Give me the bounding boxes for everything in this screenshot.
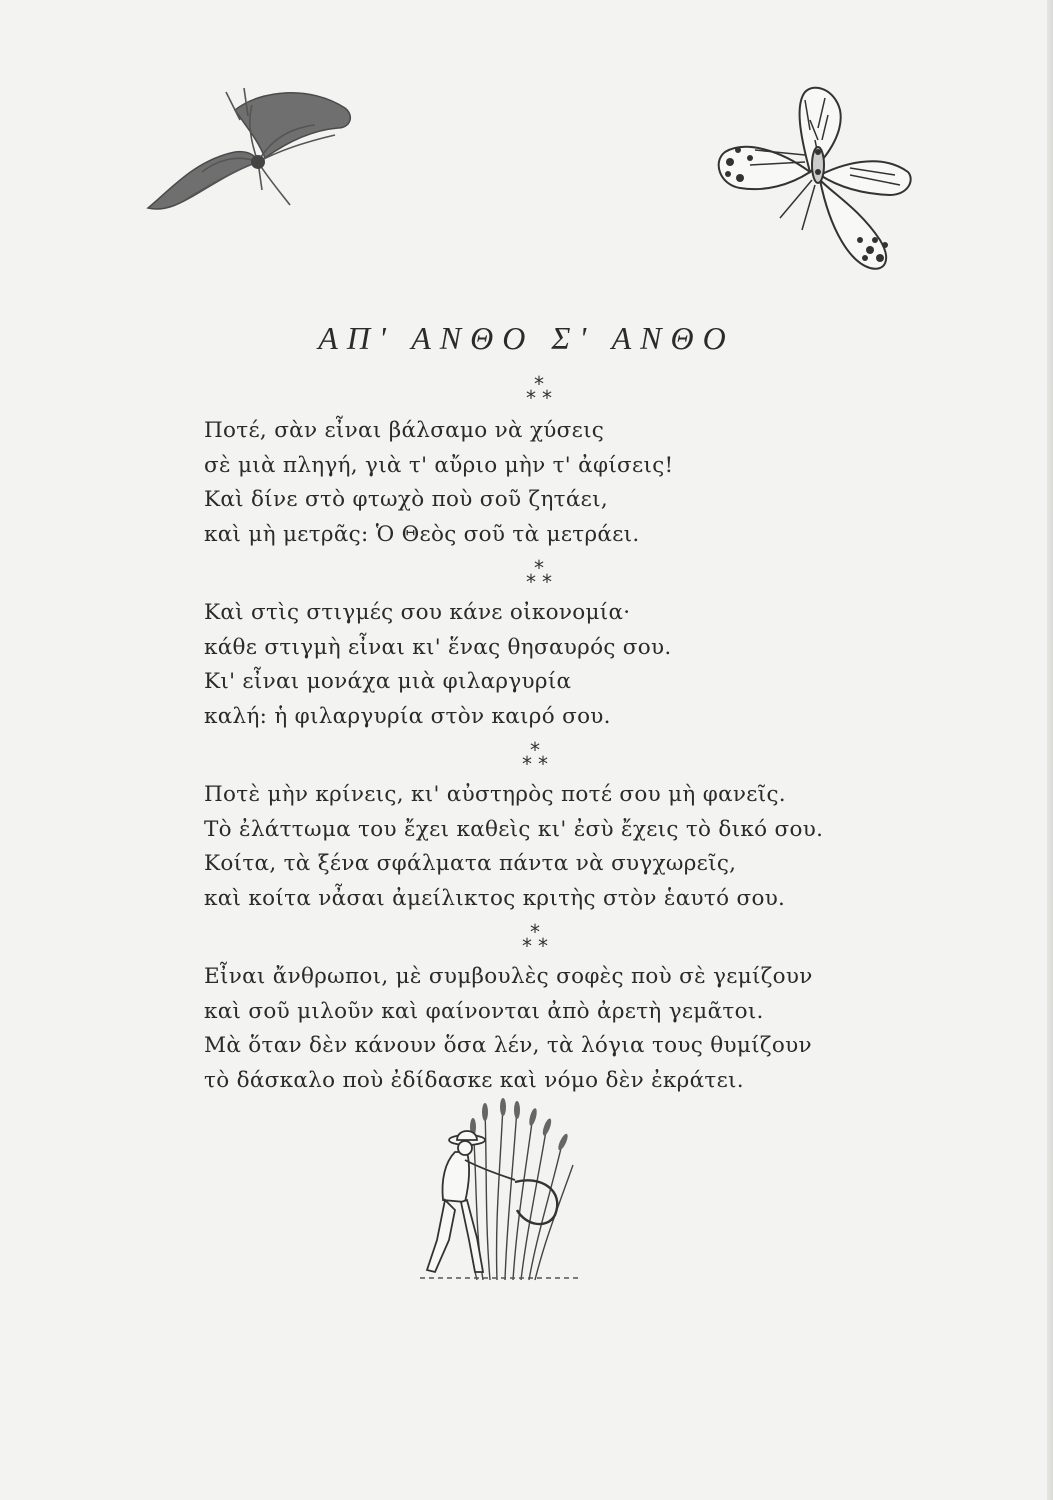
verse-line: Κοίτα, τὰ ξένα σφάλματα πάντα νὰ συγχωρεῖς, — [204, 851, 737, 876]
stanza-separator — [526, 370, 864, 414]
verse-line: Ποτέ, σὰν εἶναι βάλσαμο νὰ χύσεις — [204, 418, 605, 443]
verse-line: Κι' εἶναι μονάχα μιὰ φιλαργυρία — [204, 669, 572, 694]
separator-star: * — [534, 556, 544, 580]
stanza-3 — [204, 778, 864, 916]
verse-line: καὶ κοίτα νἆσαι ἀμείλικτος κριτὴς στὸν ἑαυτό σου. — [204, 885, 786, 911]
separator-star: * — [542, 386, 552, 410]
verse-line: σὲ μιὰ πληγή, γιὰ τ' αὔριο μὴν τ' ἀφίσεις! — [204, 452, 674, 478]
page-edge — [1047, 0, 1053, 1500]
verse-line: Καὶ δίνε στὸ φτωχὸ ποὺ σοῦ ζητάει, — [204, 487, 608, 512]
verse-line: Μὰ ὅταν δὲν κάνουν ὅσα λέν, τὰ λόγια τους θυμίζουν — [204, 1033, 812, 1058]
separator-star: * — [526, 386, 536, 410]
butterfly-right-illustration — [710, 80, 920, 280]
stanza-1 — [204, 414, 864, 552]
separator-star: * — [526, 570, 536, 594]
separator-star: * — [538, 752, 548, 776]
verse-line: Τὸ ἐλάττωμα του ἔχει καθεὶς κι' ἐσὺ ἔχεις τὸ δικό σου. — [204, 816, 824, 842]
separator-star: * — [538, 934, 548, 958]
verse-line: καὶ σοῦ μιλοῦν καὶ φαίνονται ἀπὸ ἀρετὴ γεμᾶτοι. — [204, 998, 764, 1024]
separator-star: * — [530, 920, 540, 944]
separator-star: * — [530, 738, 540, 762]
separator-star: * — [522, 752, 532, 776]
butterfly-left-illustration — [140, 80, 380, 230]
separator-star: * — [522, 934, 532, 958]
verse-line: καὶ μὴ μετρᾶς: Ὁ Θεὸς σοῦ τὰ μετράει. — [204, 521, 640, 547]
verse-line: καλή: ἡ φιλαργυρία στὸν καιρό σου. — [204, 703, 611, 729]
separator-star: * — [542, 570, 552, 594]
verse-line: τὸ δάσκαλο ποὺ ἐδίδασκε καὶ νόμο δὲν ἐκράτει. — [204, 1067, 744, 1093]
poem-title: ΑΠ' ΑΝΘΟ Σ' ΑΝΘΟ — [318, 320, 735, 356]
stanza-4 — [204, 960, 864, 1098]
stanza-2 — [204, 596, 864, 734]
verse-line: Ποτὲ μὴν κρίνεις, κι' αὐστηρὸς ποτέ σου μὴ φανεῖς. — [204, 782, 786, 807]
verse-line: κάθε στιγμὴ εἶναι κι' ἕνας θησαυρός σου. — [204, 634, 672, 660]
poem-body — [204, 370, 864, 1098]
verse-line: Καὶ στὶς στιγμές σου κάνε οἰκονομία· — [204, 600, 631, 625]
verse-line: Εἶναι ἄνθρωποι, μὲ συμβουλὲς σοφὲς ποὺ σὲ γεμίζουν — [204, 964, 813, 989]
separator-star: * — [534, 372, 544, 396]
reaper-illustration — [405, 1090, 605, 1300]
stanza-separator — [522, 734, 864, 778]
stanza-separator — [526, 552, 864, 596]
stanza-separator — [522, 916, 864, 960]
